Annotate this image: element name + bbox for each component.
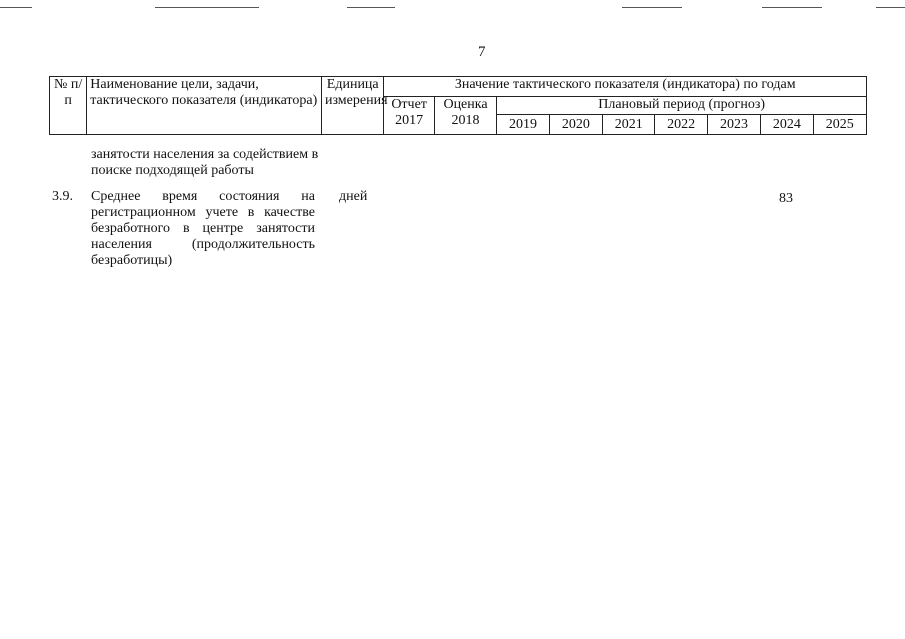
continuation-text: занятости населения за содействием в поиске подходящей работы xyxy=(91,147,319,178)
row-unit: дней xyxy=(339,189,368,204)
header-year: 2024 xyxy=(761,115,813,135)
header-name: Наименование цели, задачи, тактического показателя (индикатора) xyxy=(87,77,322,135)
scan-line xyxy=(347,7,395,8)
scan-line xyxy=(876,7,905,8)
header-planned: Плановый период (прогноз) xyxy=(497,97,867,115)
header-year: 2020 xyxy=(549,115,602,135)
header-year: 2019 xyxy=(497,115,549,135)
header-year: 2023 xyxy=(707,115,760,135)
header-year: 2021 xyxy=(603,115,655,135)
header-unit: Единица измерения xyxy=(321,77,383,135)
header-year: 2025 xyxy=(813,115,866,135)
page-number: 7 xyxy=(478,44,486,60)
indicator-table-header xyxy=(49,76,867,135)
row-number: 3.9. xyxy=(52,189,73,204)
row-value: 83 xyxy=(779,191,793,206)
header-values: Значение тактического показателя (индикатора) по годам xyxy=(384,77,867,97)
header-num: № п/п xyxy=(50,77,87,135)
header-report: Отчет 2017 xyxy=(384,97,434,135)
scan-line xyxy=(622,7,682,8)
row-indicator-name: Среднее время состояния на регистрационном учете в качестве безработного в центре занятости населения (продолжительность безработицы) xyxy=(91,189,315,268)
scan-line xyxy=(155,7,259,8)
header-year: 2022 xyxy=(655,115,707,135)
header-estimate: Оценка 2018 xyxy=(434,97,496,135)
scan-line xyxy=(762,7,822,8)
scan-line xyxy=(0,7,32,8)
